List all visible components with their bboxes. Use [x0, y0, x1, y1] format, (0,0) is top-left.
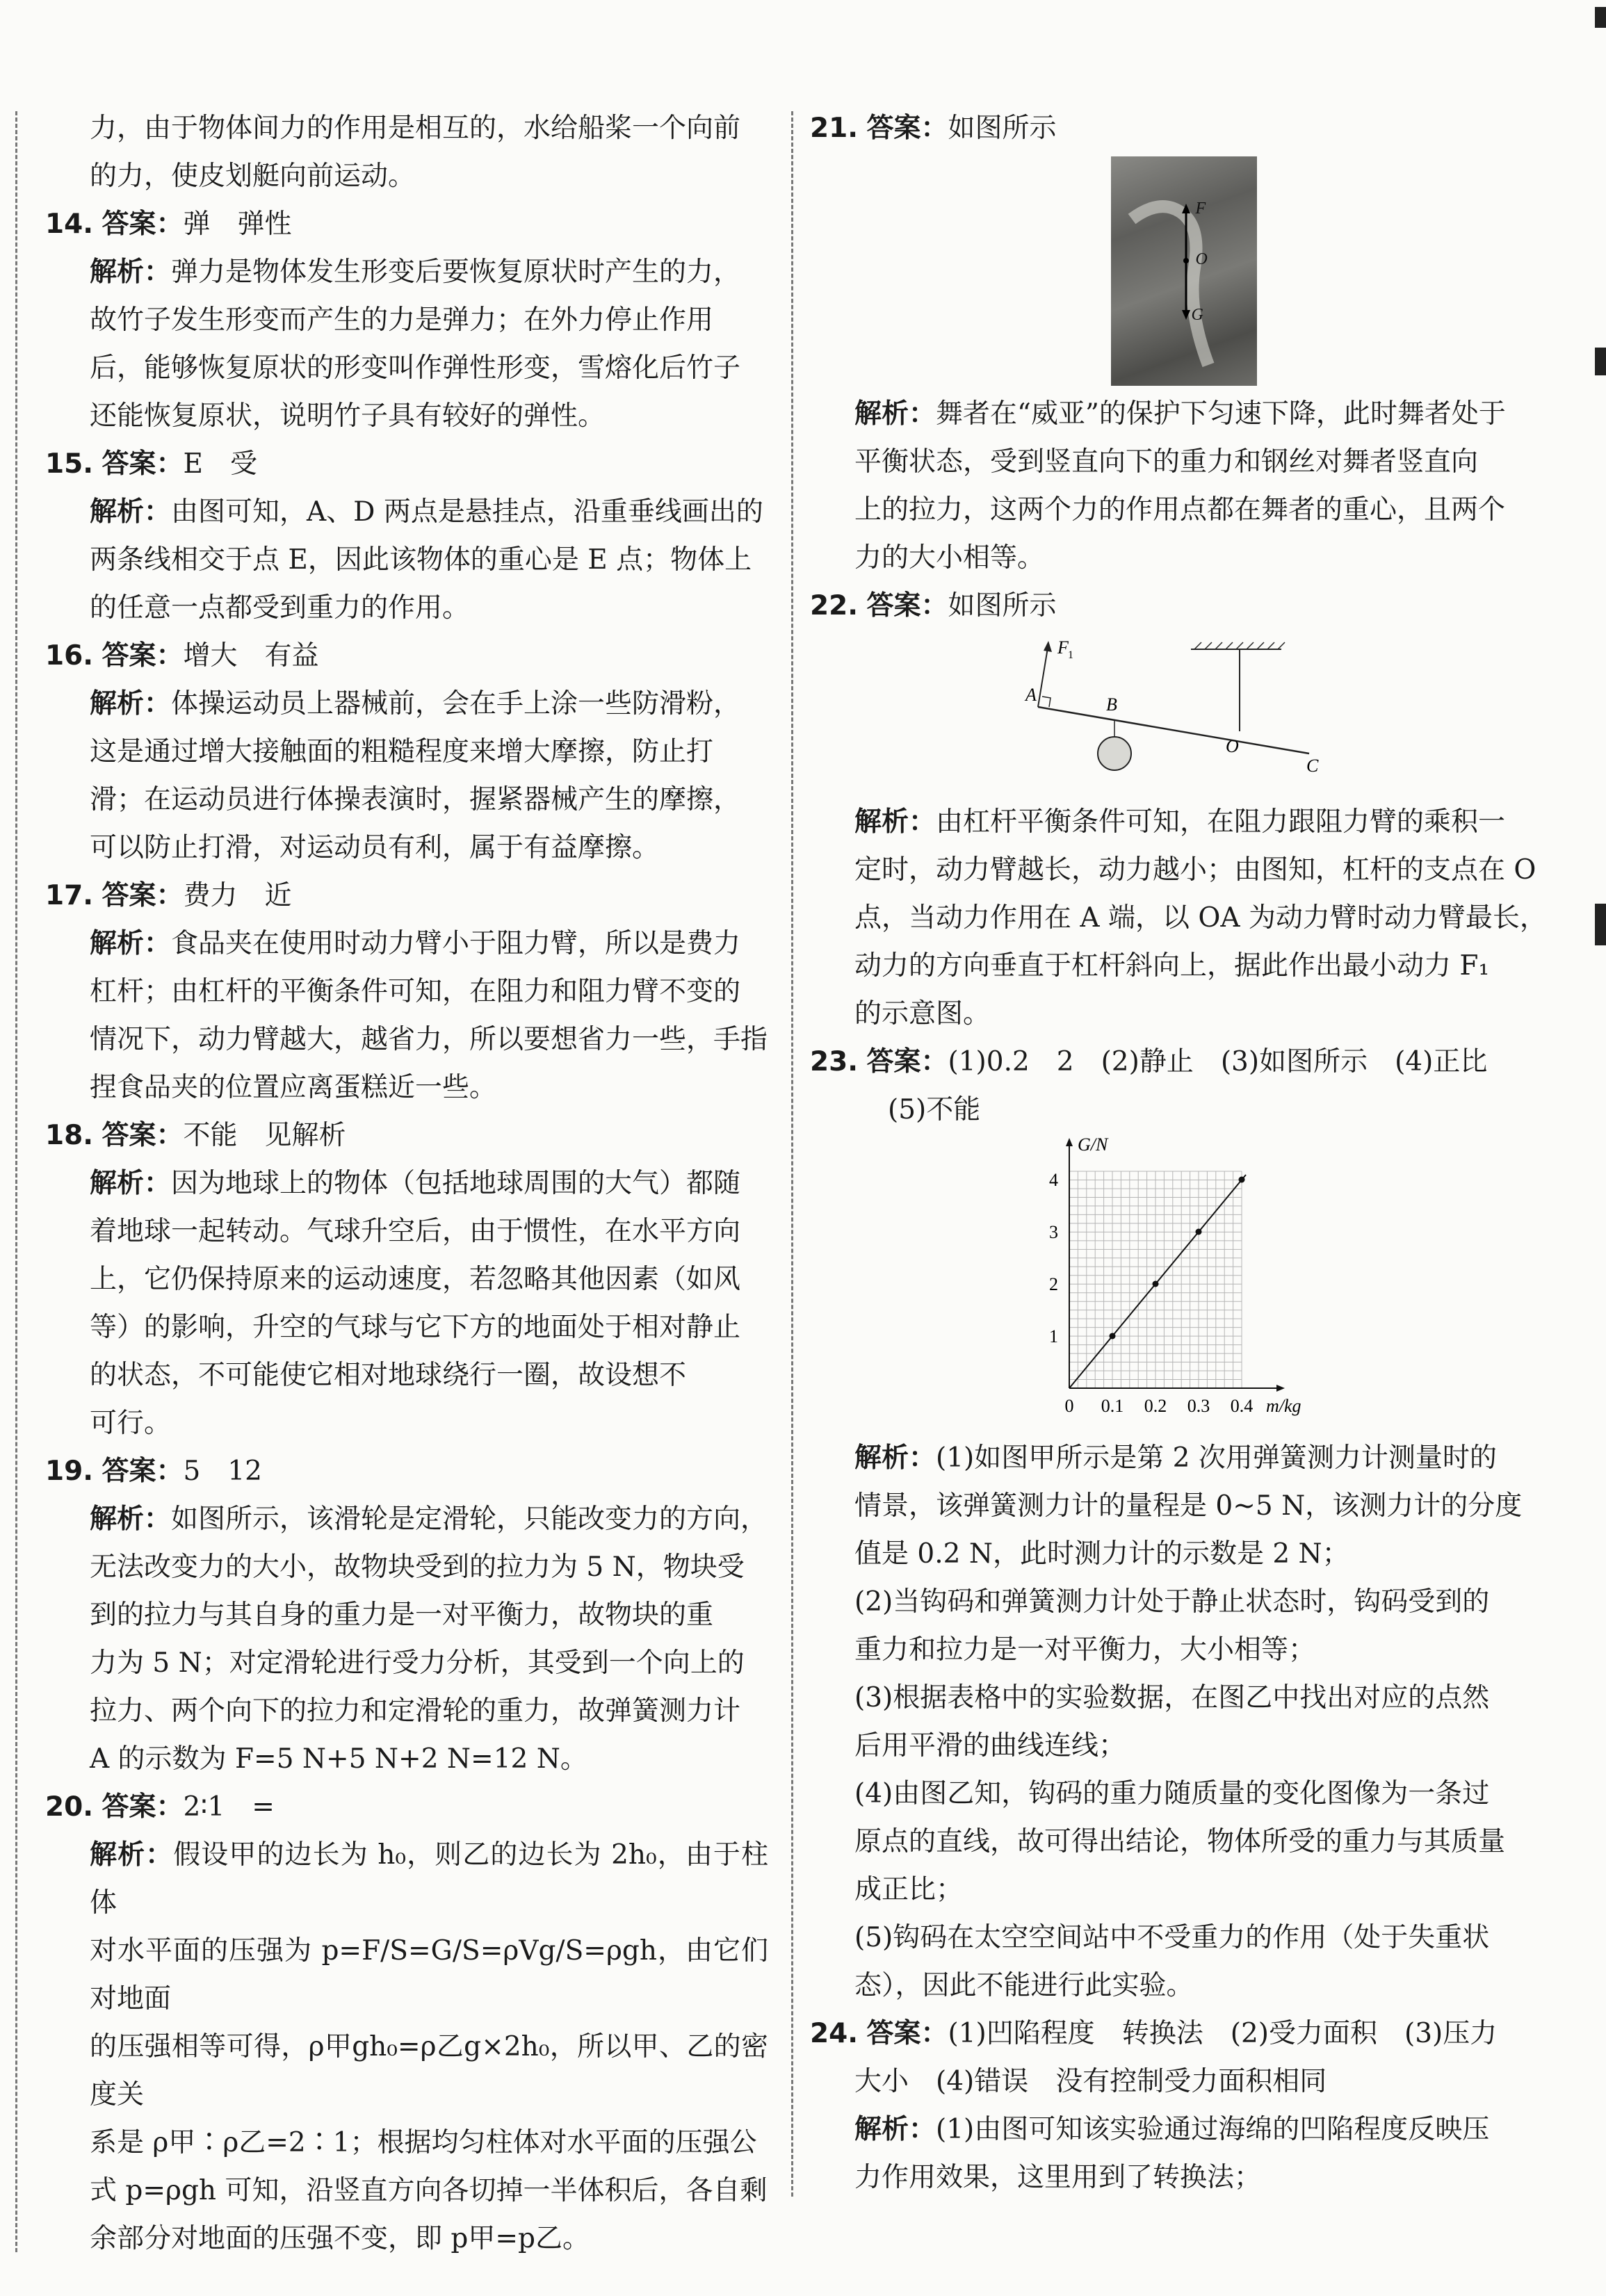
analysis-line: 等）的影响，升空的气球与它下方的地面处于相对静止	[90, 1312, 741, 1343]
question-number: 15.	[45, 448, 94, 480]
data-point	[1109, 1333, 1115, 1340]
analysis-block	[810, 1434, 1557, 2010]
analysis-line: 力为 5 N；对定滑轮进行受力分析，其受到一个向上的	[90, 1647, 745, 1679]
analysis-line: 重力和拉力是一对平衡力，大小相等；	[854, 1634, 1316, 1666]
question-number: 16.	[45, 640, 94, 671]
label-f: F	[1195, 200, 1206, 218]
question-22	[810, 582, 1557, 1038]
question-number: 24.	[810, 2018, 859, 2049]
analysis-line: 上，它仍保持原来的运动速度，若忽略其他因素（如风	[90, 1264, 741, 1295]
analysis-line: 舞者在“威亚”的保护下匀速下降，此时舞者处于	[936, 398, 1506, 430]
analysis-label: 解析：	[854, 2114, 936, 2145]
label-f1-subscript: 1	[1067, 649, 1073, 661]
left-column	[45, 104, 768, 2263]
answer-text: 增大 有益	[183, 640, 319, 671]
analysis-line: 的示意图。	[854, 998, 991, 1029]
analysis-line: 对水平面的压强为 p=F/S=G/S=ρVg/S=ρgh，由它们对地面	[90, 1935, 768, 2014]
answer-label: 答案：	[102, 1456, 184, 1487]
x-axis-label: m/kg	[1265, 1396, 1301, 1416]
dancer-photo	[1111, 156, 1257, 386]
edge-mark	[1595, 7, 1606, 28]
analysis-label: 解析：	[854, 806, 936, 838]
analysis-line: 动力的方向垂直于杠杆斜向上，据此作出最小动力 F₁	[854, 950, 1490, 982]
data-point	[1152, 1281, 1158, 1287]
label-c: C	[1306, 756, 1318, 776]
force-overlay	[1111, 156, 1257, 386]
answer-label: 答案：	[866, 113, 948, 144]
analysis-line: 假设甲的边长为 h₀，则乙的边长为 2h₀，由于柱体	[90, 1839, 768, 1919]
lever-diagram	[1017, 634, 1351, 794]
answer-text: (1)凹陷程度 转换法 (2)受力面积 (3)压力	[948, 2018, 1498, 2049]
analysis-line: 滑；在运动员进行体操表演时，握紧器械产生的摩擦，	[90, 784, 741, 815]
left-answer-list	[45, 200, 768, 2263]
label-g: G	[1191, 306, 1203, 324]
analysis-line: 原点的直线，故可得出结论，物体所受的重力与其质量	[854, 1826, 1506, 1857]
answer-label: 答案：	[102, 640, 184, 671]
analysis-line: 余部分对地面的压强不变，即 p甲=p乙。	[90, 2223, 590, 2254]
answer-text: 2∶1 =	[183, 1791, 275, 1823]
question-block	[45, 440, 768, 632]
y-tick-label: 1	[1048, 1326, 1058, 1346]
question-21	[810, 104, 1557, 582]
y-axis-arrowhead	[1066, 1138, 1073, 1146]
question-number: 17.	[45, 880, 94, 911]
answer-text: 如图所示	[948, 113, 1057, 144]
edge-mark	[1595, 904, 1606, 945]
question-number: 22.	[810, 590, 859, 621]
analysis-line: 的压强相等可得，ρ甲gh₀=ρ乙g×2h₀，所以甲、乙的密度关	[90, 2031, 768, 2110]
analysis-line: 两条线相交于点 E，因此该物体的重心是 E 点；物体上	[90, 544, 752, 576]
question-block	[45, 872, 768, 1112]
gravity-mass-chart	[1031, 1138, 1337, 1430]
center-of-gravity-point	[1183, 258, 1189, 263]
answer-text: (5)不能	[888, 1094, 981, 1125]
hanging-ball	[1098, 737, 1131, 770]
analysis-line: 因为地球上的物体（包括地球周围的大气）都随	[171, 1168, 741, 1199]
dancer-silhouette	[1132, 206, 1208, 365]
analysis-line: 可行。	[90, 1408, 172, 1439]
answer-text: 不能 见解析	[183, 1120, 346, 1151]
analysis-line: (1)由图可知该实验通过海绵的凹陷程度反映压	[936, 2114, 1490, 2145]
analysis-line: 平衡状态，受到竖直向下的重力和钢丝对舞者竖直向	[854, 446, 1479, 478]
analysis-label: 解析：	[854, 398, 936, 430]
question-number: 18.	[45, 1120, 94, 1151]
analysis-line: 的状态，不可能使它相对地球绕行一圈，故设想不	[90, 1360, 687, 1391]
analysis-line: 由杠杆平衡条件可知，在阻力跟阻力臂的乘积一	[936, 806, 1506, 838]
analysis-line: 这是通过增大接触面的粗糙程度来增大摩擦，防止打	[90, 736, 714, 767]
series-line	[1069, 1175, 1246, 1388]
question-24	[810, 2010, 1557, 2201]
answer-text: 费力 近	[183, 880, 292, 911]
analysis-label: 解析：	[90, 688, 172, 719]
analysis-line: 后用平滑的曲线连线；	[854, 1730, 1126, 1761]
analysis-label: 解析：	[854, 1442, 936, 1474]
x-tick-label: 0.3	[1187, 1396, 1210, 1416]
question-number: 20.	[45, 1791, 94, 1823]
answer-label: 答案：	[102, 209, 184, 240]
question-block	[45, 1112, 768, 1447]
answer-text: 大小 (4)错误 没有控制受力面积相同	[854, 2066, 1327, 2097]
analysis-line: 无法改变力的大小，故物块受到的拉力为 5 N，物块受	[90, 1552, 745, 1583]
y-tick-label: 2	[1048, 1274, 1058, 1294]
label-f1: F	[1057, 637, 1069, 658]
question-block	[45, 200, 768, 440]
analysis-line: 着地球一起转动。气球升空后，由于惯性，在水平方向	[90, 1216, 741, 1247]
answer-label: 答案：	[102, 448, 184, 480]
edge-mark	[1595, 348, 1606, 375]
analysis-label: 解析：	[90, 496, 172, 528]
analysis-line: 故竹子发生形变而产生的力是弹力；在外力停止作用	[90, 304, 714, 336]
analysis-line: 情况下，动力臂越大，越省力，所以要想省力一些，手指	[90, 1024, 768, 1055]
analysis-line: (3)根据表格中的实验数据，在图乙中找出对应的点然	[854, 1682, 1490, 1713]
analysis-line: 如图所示，该滑轮是定滑轮，只能改变力的方向，	[171, 1504, 768, 1535]
analysis-line: 的任意一点都受到重力的作用。	[90, 592, 470, 624]
analysis-line: 食品夹在使用时动力臂小于阻力臂，所以是费力	[171, 928, 741, 959]
analysis-line: (2)当钩码和弹簧测力计处于静止状态时，钩码受到的	[854, 1586, 1490, 1618]
answer-text: 弹 弹性	[183, 209, 292, 240]
answer-label: 答案：	[102, 1120, 184, 1151]
analysis-line: 系是 ρ甲∶ρ乙=2∶1；根据均匀柱体对水平面的压强公	[90, 2127, 757, 2158]
analysis-line: 态），因此不能进行此实验。	[854, 1970, 1194, 2001]
question-number: 23.	[810, 1046, 859, 1077]
analysis-label: 解析：	[90, 1168, 172, 1199]
column-divider-center	[791, 111, 793, 2197]
analysis-label: 解析：	[90, 1839, 174, 1871]
x-tick-label: 0.1	[1101, 1396, 1124, 1416]
analysis-line: 由图可知，A、D 两点是悬挂点，沿重垂线画出的	[171, 496, 763, 528]
question-block	[45, 632, 768, 872]
analysis-line: (4)由图乙知，钩码的重力随质量的变化图像为一条过	[854, 1778, 1490, 1809]
x-tick-label: 0.4	[1230, 1396, 1253, 1416]
analysis-line: 定时，动力臂越长，动力越小；由图知，杠杆的支点在 O	[854, 854, 1536, 886]
answer-text: E 受	[183, 448, 257, 480]
y-tick-label: 3	[1048, 1222, 1058, 1242]
force-f1-arrow	[1038, 648, 1048, 707]
answer-label: 答案：	[866, 1046, 948, 1077]
answer-text: 如图所示	[948, 590, 1057, 621]
analysis-line: A 的示数为 F=5 N+5 N+2 N=12 N。	[90, 1743, 587, 1775]
analysis-line: (5)钩码在太空空间站中不受重力的作用（处于失重状	[854, 1922, 1490, 1953]
force-f1-arrowhead	[1044, 641, 1052, 652]
right-angle-mark	[1042, 697, 1051, 707]
lever-bar	[1038, 707, 1309, 754]
answer-label: 答案：	[866, 590, 948, 621]
question-23	[810, 1038, 1557, 2010]
y-tick-label: 4	[1048, 1170, 1058, 1190]
answer-text: (1)0.2 2 (2)静止 (3)如图所示 (4)正比	[948, 1046, 1488, 1077]
label-b: B	[1105, 694, 1117, 715]
y-axis-label: G/N	[1077, 1138, 1108, 1155]
analysis-line: 弹力是物体发生形变后要恢复原状时产生的力，	[171, 257, 741, 288]
analysis-line: 值是 0.2 N，此时测力计的示数是 2 N；	[854, 1538, 1349, 1570]
right-column	[810, 104, 1557, 2201]
question-block	[45, 1447, 768, 1783]
analysis-line: 到的拉力与其自身的重力是一对平衡力，故物块的重	[90, 1599, 714, 1631]
x-axis-arrowhead	[1276, 1385, 1285, 1392]
label-a: A	[1025, 685, 1037, 705]
x-tick-label: 0	[1064, 1396, 1073, 1416]
analysis-line: 体操运动员上器械前，会在手上涂一些防滑粉，	[171, 688, 741, 719]
question-number: 21.	[810, 113, 859, 144]
analysis-line: (1)如图甲所示是第 2 次用弹簧测力计测量时的	[936, 1442, 1497, 1474]
ceiling-hatch	[1194, 642, 1285, 649]
analysis-line: 成正比；	[854, 1874, 964, 1905]
question-number: 19.	[45, 1456, 94, 1487]
analysis-line: 拉力、两个向下的拉力和定滑轮的重力，故弹簧测力计	[90, 1695, 741, 1727]
analysis-line: 上的拉力，这两个力的作用点都在舞者的重心，且两个	[854, 494, 1506, 526]
analysis-line: 力的大小相等。	[854, 542, 1045, 573]
analysis-line: 力作用效果，这里用到了转换法；	[854, 2162, 1262, 2193]
analysis-line: 捏食品夹的位置应离蛋糕近一些。	[90, 1072, 497, 1103]
analysis-line: 点，当动力作用在 A 端，以 OA 为动力臂时动力臂最长，	[854, 902, 1547, 934]
analysis-label: 解析：	[90, 1504, 172, 1535]
label-o: O	[1195, 250, 1208, 268]
analysis-line: 还能恢复原状，说明竹子具有较好的弹性。	[90, 400, 606, 432]
question-block	[45, 1783, 768, 2263]
answer-label: 答案：	[102, 880, 184, 911]
data-point	[1195, 1229, 1201, 1235]
answer-label: 答案：	[866, 2018, 948, 2049]
answer-text: 5 12	[183, 1456, 262, 1487]
analysis-label: 解析：	[90, 257, 172, 288]
analysis-line: 后，能够恢复原状的形变叫作弹性形变，雪熔化后竹子	[90, 352, 741, 384]
analysis-line: 情景，该弹簧测力计的量程是 0~5 N，该测力计的分度	[854, 1490, 1523, 1522]
continued-line: 力，由于物体间力的作用是相互的，水给船桨一个向前	[90, 113, 741, 144]
analysis-line: 可以防止打滑，对运动员有利，属于有益摩擦。	[90, 832, 660, 863]
analysis-label: 解析：	[90, 928, 172, 959]
continued-line: 的力，使皮划艇向前运动。	[90, 161, 416, 192]
label-o: O	[1225, 736, 1239, 756]
column-divider-left	[15, 111, 17, 2252]
answer-label: 答案：	[102, 1791, 184, 1823]
question-number: 14.	[45, 209, 94, 240]
x-tick-label: 0.2	[1144, 1396, 1167, 1416]
analysis-line: 杠杆；由杠杆的平衡条件可知，在阻力和阻力臂不变的	[90, 976, 741, 1007]
analysis-line: 式 p=ρgh 可知，沿竖直方向各切掉一半体积后，各自剩	[90, 2175, 768, 2206]
data-point	[1238, 1177, 1244, 1183]
